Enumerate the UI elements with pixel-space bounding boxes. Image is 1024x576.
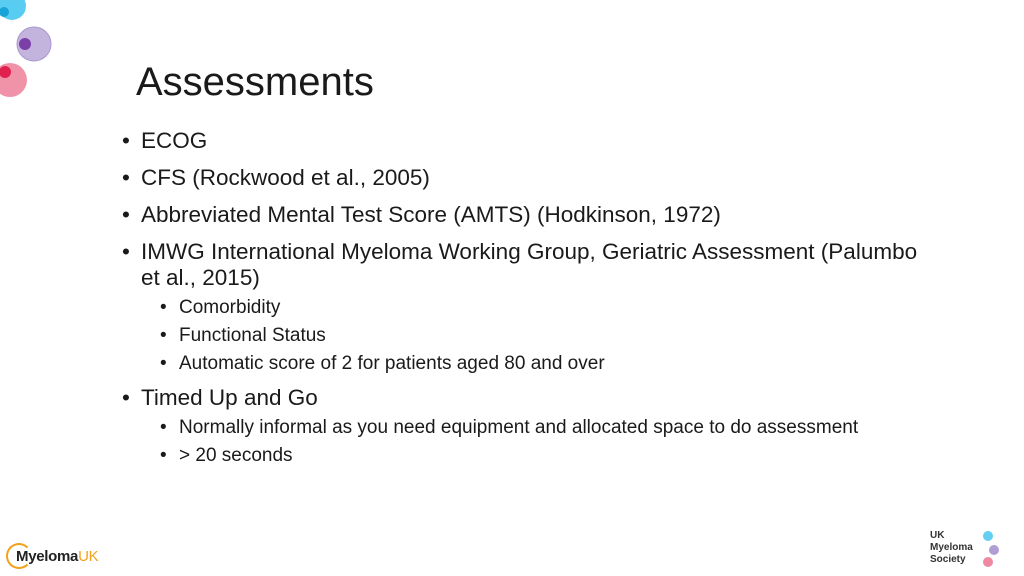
bullet-item: • IMWG International Myeloma Working Group, Geriatric Assessment (Palumbo et al., 2015)	[122, 239, 942, 291]
bullet-list	[122, 128, 942, 473]
decorative-circles	[0, 0, 60, 110]
logo-suffix-text: UK	[78, 547, 99, 565]
slide-title: Assessments	[136, 60, 374, 104]
sub-bullet-item: • Normally informal as you need equipment and allocated space to do assessment	[160, 417, 942, 439]
bullet-item: • ECOG	[122, 128, 942, 154]
logo-brand-text: Myeloma	[16, 547, 79, 565]
sub-bullet-item: • Functional Status	[160, 325, 942, 347]
bullet-item: • Timed Up and Go	[122, 385, 942, 411]
uk-myeloma-society-logo	[930, 530, 1010, 572]
sub-bullet-item: • > 20 seconds	[160, 445, 942, 467]
bullet-item: • Abbreviated Mental Test Score (AMTS) (Hodkinson, 1972)	[122, 202, 942, 228]
bullet-item: • CFS (Rockwood et al., 2005)	[122, 165, 942, 191]
myeloma-uk-logo	[6, 540, 98, 572]
sub-bullet-item: • Comorbidity	[160, 297, 942, 319]
logo-dots-icon	[982, 530, 1004, 570]
logo-line2: Myeloma	[930, 542, 973, 553]
logo-line3: Society	[930, 554, 966, 565]
logo-line1: UK	[930, 530, 945, 541]
sub-bullet-item: • Automatic score of 2 for patients aged 80 and over	[160, 353, 942, 375]
